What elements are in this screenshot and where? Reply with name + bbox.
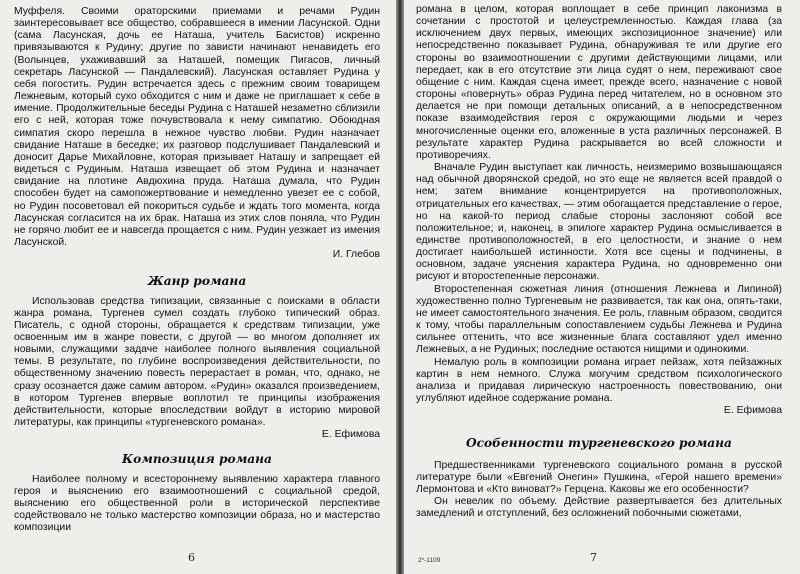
section-heading: Композиция романа <box>122 451 272 466</box>
author-signature: Е. Ефимова <box>321 429 380 441</box>
paragraph: романа в целом, которая воплощает в себе принцип лаконизма в сочетании с простотой и целеустремленностью. Каждая глава (за исключением двух первых, имеющих экспозиционное значение) или непосредственно показывает Рудина, обнаруживая те или другие его стороны во взаимоотношении с другими действующими лицами, или передает, как в его отсутствие эти лица судят о нем, переживают свое общение с ним. Каждая сцена имеет, прежде всего, назначение с новой стороны «повернуть» образ Рудина перед читателем, но в основном это делается не при помощи детальных описаний, а в непосредственном показе взаимодействия героя с окружающими людьми и через многочисленные оценки его, вложенные в уста различных персонажей. В результате характер Рудина раскрывается во всей сложности и противоречиях. <box>416 4 782 161</box>
printer-sheet-mark: 2*-1109 <box>418 557 441 564</box>
paragraph: Наиболее полному и всестороннему выявлению характера главного героя и выяснению его взаимоотношений с социальной средой, выяснению его общественной роли в исторической перспективе содействовало не только мастерство композиции образа, но и мастерство композиции <box>14 473 380 534</box>
section-heading: Особенности тургеневского романа <box>466 435 732 450</box>
book-gutter <box>396 0 404 574</box>
paragraph: Немалую роль в композиции романа играет пейзаж, хотя пейзажных картин в нем немного. Служа могучим средством психологического анализа и придавая лирическую настроенность повествованию, они углубляют идейное содержание романа. <box>416 356 782 404</box>
paragraph: Муффеля. Своими ораторскими приемами и речами Рудин заинтересовывает все общество, собравшееся в имении Ласунской. Одни (сама Ласунская, дочь ее Наташа, учитель Басистов) искренно привязываются к Рудину; другие по зависти начинают ненавидеть его (Волынцев, ухаживавший за Наташей, помещик Пигасов, личный секретарь Ласунской — Пандалевский). Ласунская оставляет Рудина у себя погостить. Рудин встречается здесь с прежним своим товарищем Лежневым, который сухо обходится с ним и даже не приглашает к себе в имение. Продолжительные беседы Рудина с Наташей незаметно сблизили его с ней, которая тоже почувствовала к нему симпатию. Обоюдная симпатия скоро перешла в нежное чувство любви. Рудин назначает свидание Наташе в беседке; их разговор подслушивает Пандалевский и доносит Дарье Михайловне, которая призывает Наташу и запрещает ей видеться с Рудиным. Наташа извещает об этом Рудина и назначает свидание на плотине Авдюхина пруда. Наташа думала, что Рудин способен будет на самопожертвование и немедленно увезет ее с собой, но Рудин посоветовал ей покориться судьбе и ждать того момента, когда Ласунская согласится на их брак. Наташа из этих слов поняла, что Рудин не горячо любит ее и навсегда прощается с ним. Рудин уезжает из имения Ласунской. <box>14 6 380 248</box>
left-page <box>0 0 396 574</box>
paragraph: Использовав средства типизации, связанные с поисками в области жанра романа, Тургенев сумел создать глубоко типический образ. Писатель, с одной стороны, обращается к средствам типизации, уже освоенным им в жанре повести, с другой — во многом дополняет их новыми, служащими задаче наиболее полного выявления социальной темы. В результате, по глубине воспроизведения действительности, по общественному значению повесть перерастает в роман, что, однако, не сразу осознается даже самим автором. «Рудин» оказался произведением, в котором Тургенев впервые воплотил те принципы изображения действительности, которые впоследствии войдут в историю мировой литературы, как принципы «тургеневского романа». <box>14 295 380 429</box>
section-heading: Жанр романа <box>147 273 247 288</box>
paragraph: Он невелик по объему. Действие развертывается без длительных замедлений и отступлений, без осложнений побочными сюжетами, <box>416 496 782 520</box>
page-number: 6 <box>188 551 195 564</box>
right-page <box>404 0 800 574</box>
author-signature: И. Глебов <box>332 249 380 261</box>
paragraph: Вначале Рудин выступает как личность, неизмеримо возвышающаяся над обычной дворянской средой, но это еще не является всей правдой о нем; затем внимание концентрируется на противоположных, отрицательных его качествах, — этим обогащается представление о герое, но на какой-то период слабые стороны заслоняют собой все положительное; и, наконец, в эпилоге характер Рудина осмысливается в единстве противоположностей, в его целостности, и знание о нем достигает наибольшей истинности. Хотя все сцены и подчинены, в основном, задаче уяснения характера Рудина, но одновременно они рисуют и второстепенные персонажи. <box>416 162 782 283</box>
paragraph: Предшественниками тургеневского социального романа в русской литературе были «Евгений Онегин» Пушкина, «Герой нашего времени» Лермонтова и «Кто виноват?» Герцена. Каковы же его особенности? <box>416 459 782 495</box>
page-number: 7 <box>590 551 597 564</box>
author-signature: Е. Ефимова <box>723 405 782 417</box>
paragraph: Второстепенная сюжетная линия (отношения Лежнева и Липиной) художественно полно Тургеневым не развивается, так как она, опять-таки, не имеет самостоятельного значения. Ее роль, главным образом, сводится к тому, чтобы параллельным сопоставлением судьбы Лежнева и Рудина сильнее оттенить, что все жизненные блага составляют удел именно Лежневых, а не Рудиных; последние остаются нищими и одинокими. <box>416 283 782 356</box>
